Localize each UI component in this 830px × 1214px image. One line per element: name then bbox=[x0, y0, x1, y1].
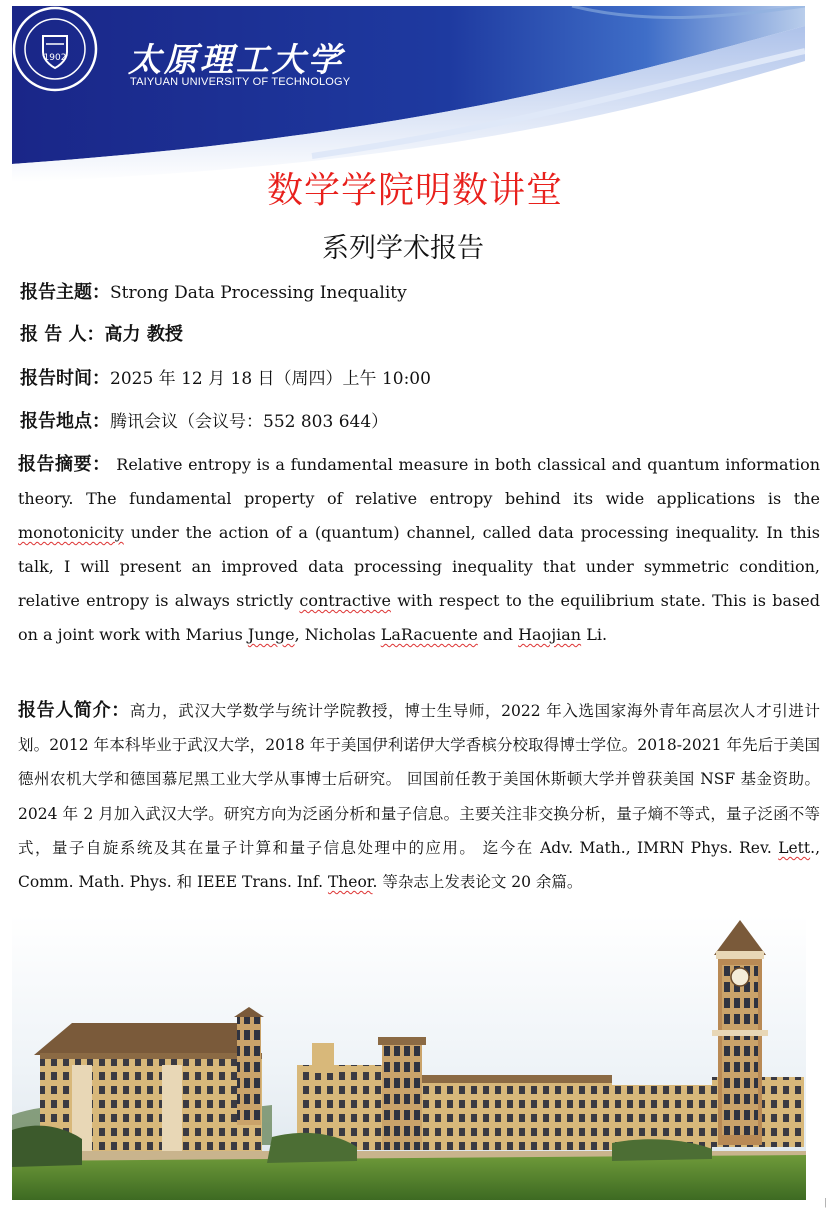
banner-background bbox=[12, 6, 805, 184]
spellcheck-word: Theor bbox=[327, 873, 373, 892]
spellcheck-word: LaRacuente bbox=[380, 625, 478, 644]
spellcheck-word: Haojian bbox=[518, 625, 582, 644]
field-time bbox=[20, 364, 431, 390]
university-name-en: TAIYUAN UNIVERSITY OF TECHNOLOGY bbox=[130, 76, 351, 88]
speaker-label: 报 告 人： bbox=[20, 324, 105, 345]
bio-label: 报告人简介： bbox=[18, 700, 130, 721]
page-title: 数学学院明数讲堂 bbox=[266, 170, 563, 211]
field-place bbox=[20, 407, 388, 433]
page-subtitle: 系列学术报告 bbox=[322, 233, 484, 264]
page-corner-mark: | bbox=[823, 1198, 827, 1208]
field-speaker bbox=[20, 320, 183, 346]
topic-label: 报告主题： bbox=[20, 282, 110, 303]
campus-building-illustration bbox=[12, 915, 806, 1200]
spellcheck-word: contractive bbox=[299, 591, 391, 610]
svg-text:1902: 1902 bbox=[43, 53, 67, 63]
header-banner bbox=[12, 6, 805, 184]
place-value: 腾讯会议（会议号：552 803 644） bbox=[110, 412, 389, 432]
topic-value: Strong Data Processing Inequality bbox=[110, 283, 407, 303]
time-value: 2025 年 12 月 18 日（周四）上午 10:00 bbox=[110, 369, 431, 389]
abstract-label: 报告摘要： bbox=[18, 454, 111, 475]
field-topic bbox=[20, 278, 407, 304]
spellcheck-word: monotonicity bbox=[18, 523, 124, 542]
time-label: 报告时间： bbox=[20, 368, 110, 389]
abstract-paragraph: 报告摘要： Relative entropy is a fundamental measure in both classical and quantum information theory. The fundamental property of relative entropy behind its wide applications is the monotonicity under the action of a (quantum) channel, called data processing inequality. In this talk, I will present an improved data processing inequality that under symmetric condition, relative entropy is always strictly contractive with respect to the equilibrium state. This is based on a joint work with Marius Junge, Nicholas LaRacuente and Haojian Li. bbox=[18, 454, 821, 644]
university-seal-logo bbox=[12, 6, 98, 92]
place-label: 报告地点： bbox=[20, 411, 110, 432]
spellcheck-word: Junge bbox=[247, 625, 295, 644]
speaker-bio-paragraph: 报告人简介：高力，武汉大学数学与统计学院教授，博士生导师，2022 年入选国家海外青年高层次人才引进计划。2012 年本科毕业于武汉大学，2018 年于美国伊利诺伊大学香槟分校取得博士学位。2018-2021 年先后于美国德州农机大学和德国慕尼黑工业大学从事博士后研究。 回国前任教于美国休斯顿大学并曾获美国 NSF 基金资助。2024 年 2 月加入武汉大学。研究方向为泛函分析和量子信息。主要关注非交换分析，量子熵不等式，量子泛函不等式，量子自旋系统及其在量子计算和量子信息处理中的应用。 迄今在 Adv. Math., IMRN Phys. Rev. Lett., Comm. Math. Phys. 和 IEEE Trans. Inf. Theor. 等杂志上发表论文 20 余篇。 bbox=[18, 700, 820, 892]
university-name-cn: 太原理工大学 bbox=[128, 40, 344, 79]
spellcheck-word: Lett bbox=[778, 838, 811, 857]
speaker-value: 高力 教授 bbox=[104, 324, 183, 345]
